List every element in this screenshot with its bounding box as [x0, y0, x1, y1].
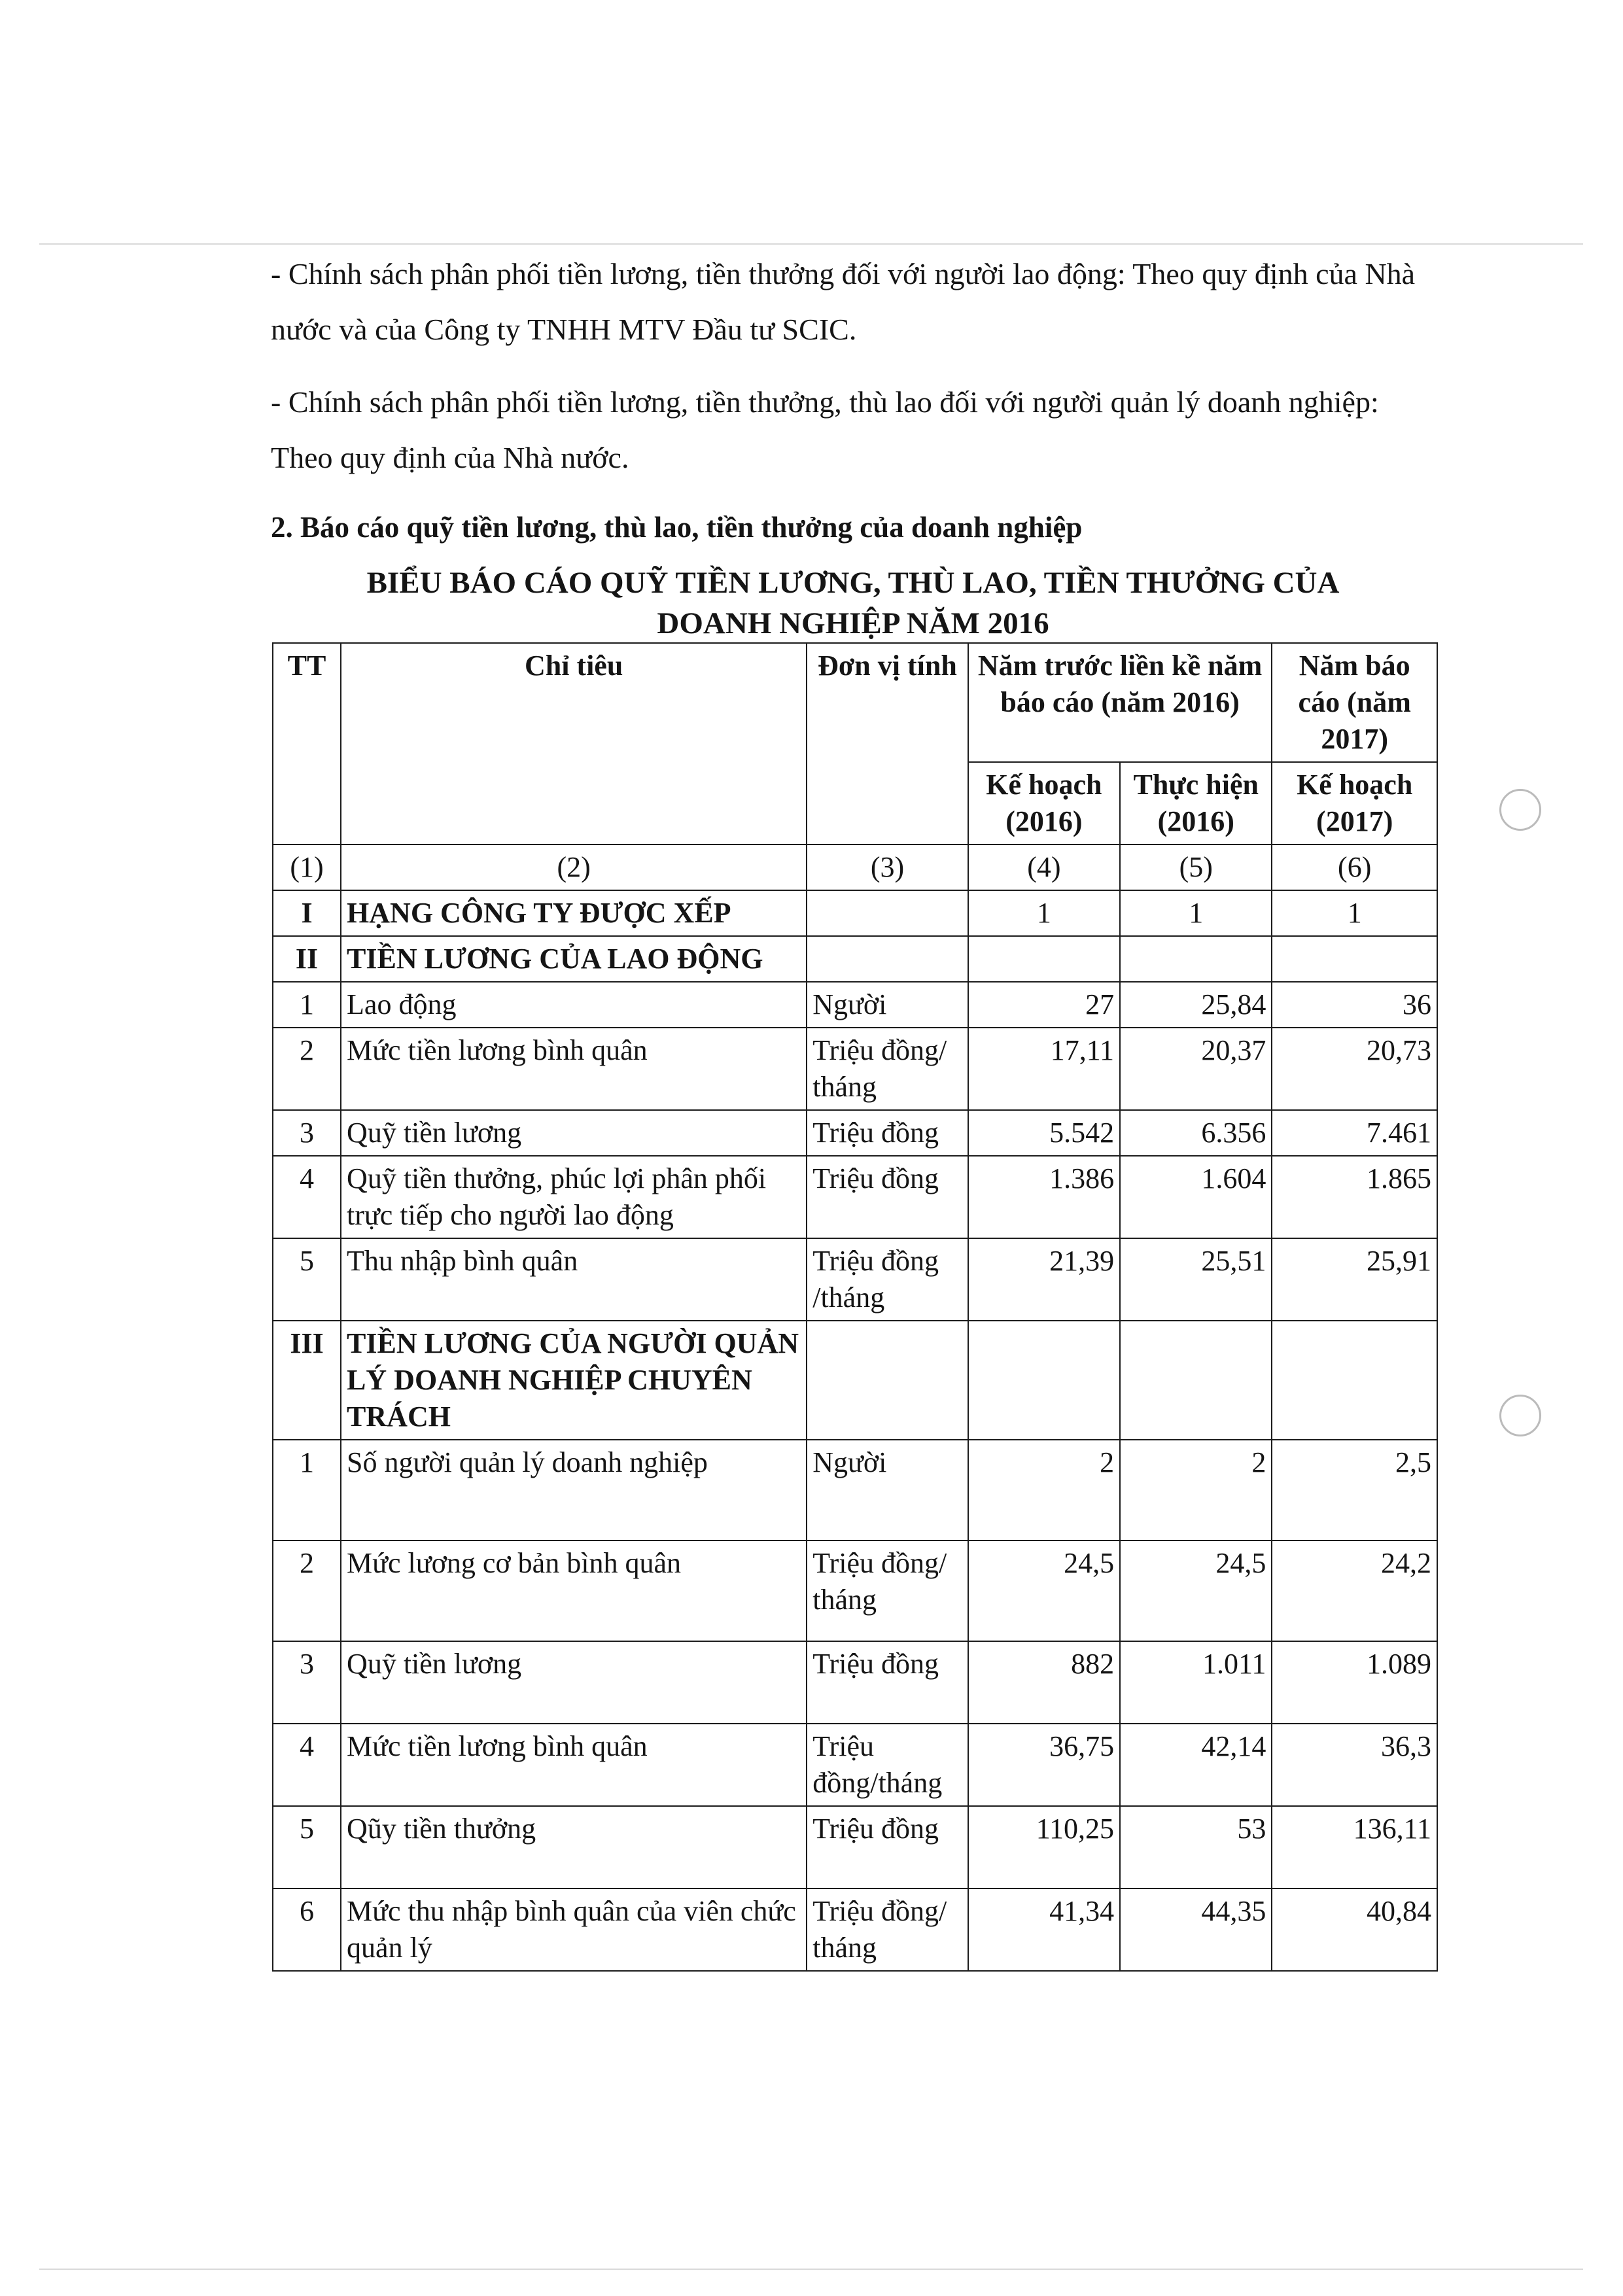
value-ke-hoach-2016: 36,75 [968, 1724, 1120, 1806]
header-prev-year: Năm trước liền kề năm báo cáo (năm 2016) [968, 643, 1272, 762]
header-don-vi: Đơn vị tính [807, 643, 968, 844]
row-unit [807, 936, 968, 982]
row-number: 4 [273, 1724, 341, 1806]
punch-hole-mark [1499, 789, 1541, 831]
value-ke-hoach-2016: 110,25 [968, 1806, 1120, 1888]
row-unit: Triệu đồng/ tháng [807, 1888, 968, 1971]
value-ke-hoach-2017: 40,84 [1272, 1888, 1437, 1971]
row-number: 1 [273, 1440, 341, 1540]
row-number: 2 [273, 1028, 341, 1110]
value-ke-hoach-2017: 7.461 [1272, 1110, 1437, 1156]
row-unit: Triệu đồng [807, 1806, 968, 1888]
row-unit [807, 890, 968, 936]
value-ke-hoach-2017: 1.089 [1272, 1641, 1437, 1724]
row-number: 3 [273, 1641, 341, 1724]
header-tt: TT [273, 643, 341, 844]
value-thuc-hien-2016 [1120, 1321, 1272, 1440]
value-ke-hoach-2016 [968, 936, 1120, 982]
table-row [273, 1440, 1437, 1540]
table-row [273, 1641, 1437, 1724]
header-report-year: Năm báo cáo (năm 2017) [1272, 643, 1437, 762]
row-number: 4 [273, 1156, 341, 1238]
scan-top-rule [39, 243, 1583, 245]
value-ke-hoach-2016: 1 [968, 890, 1120, 936]
value-thuc-hien-2016: 24,5 [1120, 1540, 1272, 1641]
row-label: Mức tiền lương bình quân [341, 1028, 807, 1110]
row-number: 5 [273, 1806, 341, 1888]
value-thuc-hien-2016: 2 [1120, 1440, 1272, 1540]
row-label: TIỀN LƯƠNG CỦA NGƯỜI QUẢN LÝ DOANH NGHIỆP CHUYÊN TRÁCH [341, 1321, 807, 1440]
value-ke-hoach-2016: 27 [968, 982, 1120, 1028]
policy-paragraph-managers: - Chính sách phân phối tiền lương, tiền thưởng, thù lao đối với người quản lý doanh nghiệp: Theo quy định của Nhà nước. [271, 385, 1379, 474]
value-thuc-hien-2016: 44,35 [1120, 1888, 1272, 1971]
value-ke-hoach-2017: 136,11 [1272, 1806, 1437, 1888]
row-label: Quỹ tiền lương [341, 1110, 807, 1156]
row-number: 6 [273, 1888, 341, 1971]
table-row [273, 1888, 1437, 1971]
value-ke-hoach-2016: 41,34 [968, 1888, 1120, 1971]
value-ke-hoach-2016: 1.386 [968, 1156, 1120, 1238]
row-label: TIỀN LƯƠNG CỦA LAO ĐỘNG [341, 936, 807, 982]
table-row [273, 1238, 1437, 1321]
row-number: 1 [273, 982, 341, 1028]
scan-bottom-rule [39, 2269, 1583, 2270]
section-heading: 2. Báo cáo quỹ tiền lương, thù lao, tiền thưởng của doanh nghiệp [271, 511, 1083, 544]
column-number: (5) [1120, 844, 1272, 890]
value-ke-hoach-2016 [968, 1321, 1120, 1440]
column-number-row [273, 844, 1437, 890]
value-thuc-hien-2016: 42,14 [1120, 1724, 1272, 1806]
row-label: Mức thu nhập bình quân của viên chức quản lý [341, 1888, 807, 1971]
row-label: Thu nhập bình quân [341, 1238, 807, 1321]
row-label: Mức lương cơ bản bình quân [341, 1540, 807, 1641]
row-unit: Người [807, 1440, 968, 1540]
value-thuc-hien-2016: 25,84 [1120, 982, 1272, 1028]
value-ke-hoach-2017 [1272, 936, 1437, 982]
value-thuc-hien-2016: 1.604 [1120, 1156, 1272, 1238]
table-title-line-1: BIỂU BÁO CÁO QUỸ TIỀN LƯƠNG, THÙ LAO, TIỀN THƯỞNG CỦA [366, 566, 1340, 600]
value-ke-hoach-2017: 20,73 [1272, 1028, 1437, 1110]
row-label: Mức tiền lương bình quân [341, 1724, 807, 1806]
table-row [273, 982, 1437, 1028]
row-unit: Triệu đồng/ tháng [807, 1540, 968, 1641]
value-ke-hoach-2016: 5.542 [968, 1110, 1120, 1156]
row-unit: Triệu đồng /tháng [807, 1238, 968, 1321]
row-label: HẠNG CÔNG TY ĐƯỢC XẾP [341, 890, 807, 936]
value-ke-hoach-2017: 2,5 [1272, 1440, 1437, 1540]
value-ke-hoach-2017: 1.865 [1272, 1156, 1437, 1238]
row-unit: Triệu đồng [807, 1641, 968, 1724]
column-number: (6) [1272, 844, 1437, 890]
row-number: II [273, 936, 341, 982]
table-row [273, 1156, 1437, 1238]
value-thuc-hien-2016: 25,51 [1120, 1238, 1272, 1321]
row-unit: Người [807, 982, 968, 1028]
row-label: Qũy tiền thưởng [341, 1806, 807, 1888]
table-row [273, 1110, 1437, 1156]
row-unit: Triệu đồng/ tháng [807, 1028, 968, 1110]
row-number: 3 [273, 1110, 341, 1156]
row-number: III [273, 1321, 341, 1440]
row-label: Lao động [341, 982, 807, 1028]
value-ke-hoach-2017: 24,2 [1272, 1540, 1437, 1641]
row-unit: Triệu đồng/tháng [807, 1724, 968, 1806]
punch-hole-mark [1499, 1395, 1541, 1436]
value-ke-hoach-2017: 1 [1272, 890, 1437, 936]
column-number: (1) [273, 844, 341, 890]
row-unit: Triệu đồng [807, 1110, 968, 1156]
value-thuc-hien-2016: 53 [1120, 1806, 1272, 1888]
table-row [273, 1724, 1437, 1806]
header-chi-tieu: Chỉ tiêu [341, 643, 807, 844]
value-thuc-hien-2016: 20,37 [1120, 1028, 1272, 1110]
row-unit: Triệu đồng [807, 1156, 968, 1238]
row-number: I [273, 890, 341, 936]
table-section-row [273, 890, 1437, 936]
value-ke-hoach-2017: 36,3 [1272, 1724, 1437, 1806]
value-thuc-hien-2016: 6.356 [1120, 1110, 1272, 1156]
table-title-line-2: DOANH NGHIỆP NĂM 2016 [657, 606, 1049, 640]
table-row [273, 1540, 1437, 1641]
value-thuc-hien-2016 [1120, 936, 1272, 982]
header-thuc-hien-2016: Thực hiện (2016) [1120, 762, 1272, 844]
value-ke-hoach-2016: 24,5 [968, 1540, 1120, 1641]
header-ke-hoach-2016: Kế hoạch (2016) [968, 762, 1120, 844]
row-number: 5 [273, 1238, 341, 1321]
value-thuc-hien-2016: 1 [1120, 890, 1272, 936]
table-row [273, 1806, 1437, 1888]
table-section-row [273, 936, 1437, 982]
value-thuc-hien-2016: 1.011 [1120, 1641, 1272, 1724]
value-ke-hoach-2017 [1272, 1321, 1437, 1440]
row-label: Số người quản lý doanh nghiệp [341, 1440, 807, 1540]
value-ke-hoach-2016: 21,39 [968, 1238, 1120, 1321]
row-label: Quỹ tiền lương [341, 1641, 807, 1724]
column-number: (3) [807, 844, 968, 890]
header-ke-hoach-2017: Kế hoạch (2017) [1272, 762, 1437, 844]
table-row [273, 1028, 1437, 1110]
table-title [271, 563, 1435, 644]
row-unit [807, 1321, 968, 1440]
salary-report-table [272, 642, 1438, 1972]
value-ke-hoach-2017: 36 [1272, 982, 1437, 1028]
value-ke-hoach-2017: 25,91 [1272, 1238, 1437, 1321]
column-number: (4) [968, 844, 1120, 890]
value-ke-hoach-2016: 2 [968, 1440, 1120, 1540]
value-ke-hoach-2016: 882 [968, 1641, 1120, 1724]
column-number: (2) [341, 844, 807, 890]
row-label: Quỹ tiền thưởng, phúc lợi phân phối trực tiếp cho người lao động [341, 1156, 807, 1238]
row-number: 2 [273, 1540, 341, 1641]
value-ke-hoach-2016: 17,11 [968, 1028, 1120, 1110]
table-section-row [273, 1321, 1437, 1440]
policy-paragraph-workers: - Chính sách phân phối tiền lương, tiền thưởng đối với người lao động: Theo quy định của Nhà nước và của Công ty TNHH MTV Đầu tư SCIC. [271, 257, 1416, 346]
